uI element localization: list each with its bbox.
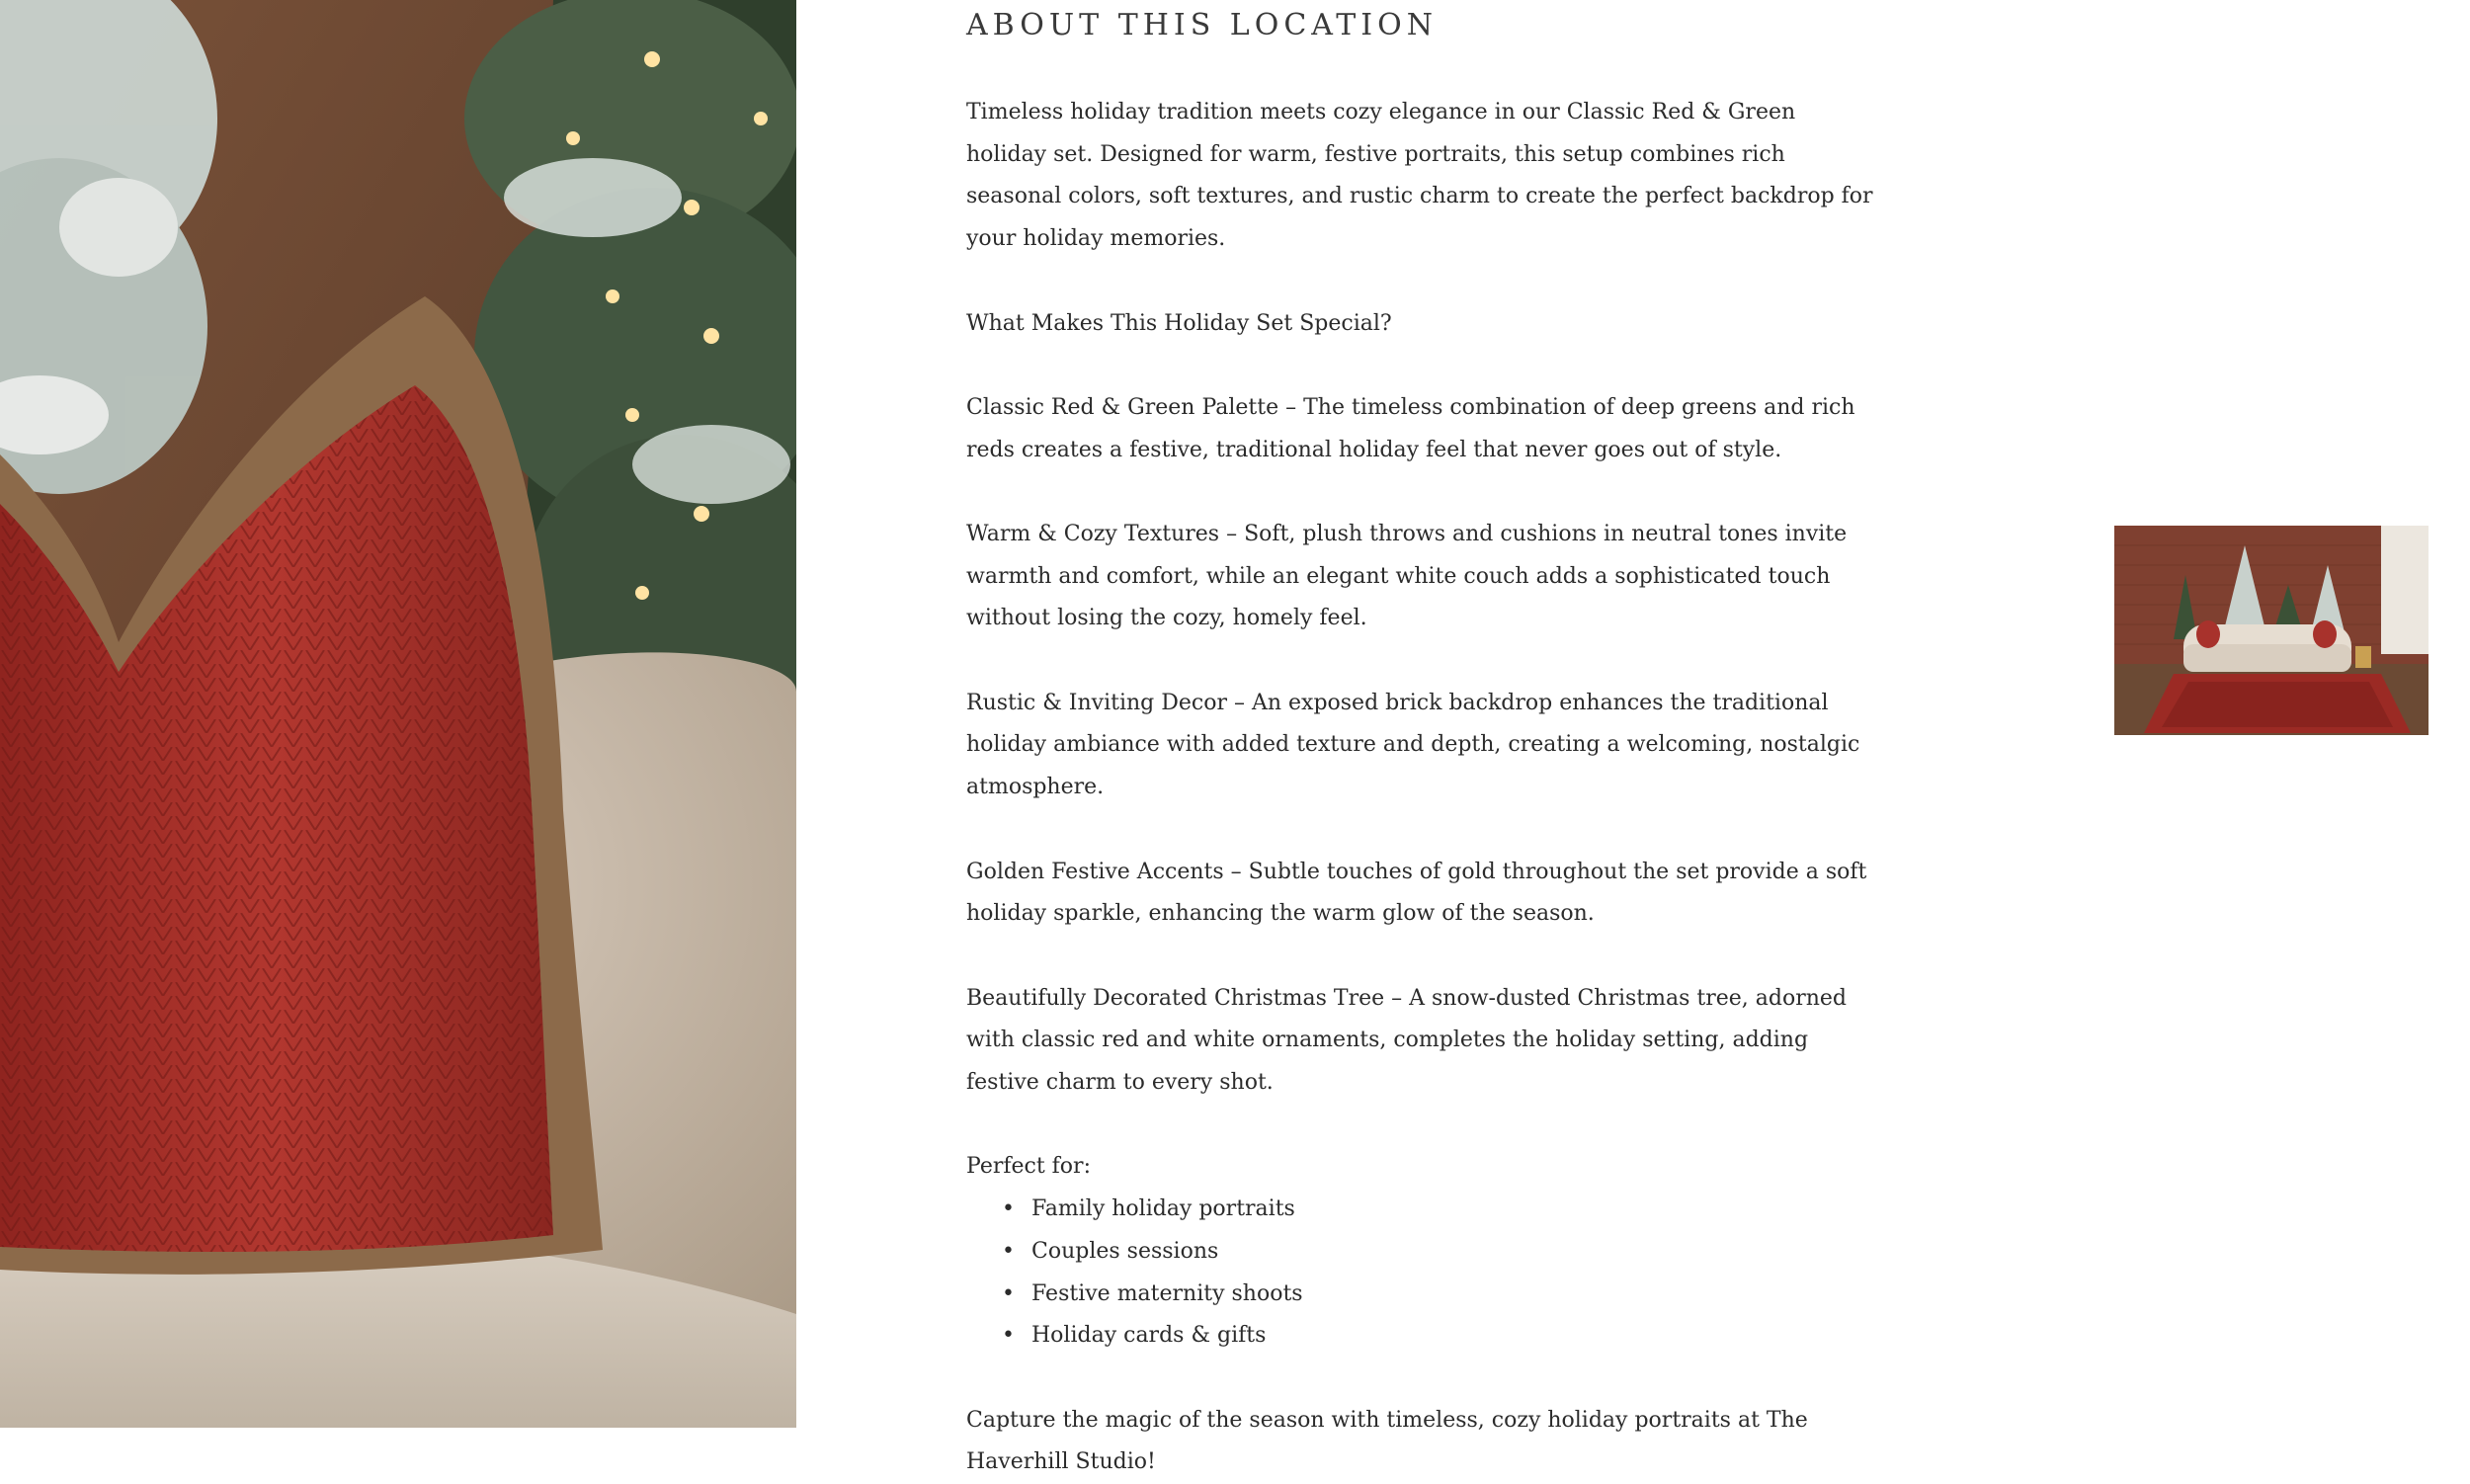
features-question: What Makes This Holiday Set Special? bbox=[966, 310, 1392, 336]
perfect-for-heading: Perfect for: bbox=[966, 1154, 1091, 1180]
closing-paragraph: Capture the magic of the season with timeless, cozy holiday portraits at The Haverhill Studio! bbox=[966, 1407, 1808, 1475]
list-item bbox=[1002, 1315, 1875, 1358]
list-item-label: Holiday cards & gifts bbox=[1031, 1323, 1267, 1349]
list-item-label: Couples sessions bbox=[1031, 1238, 1219, 1264]
bullet-icon: • bbox=[1002, 1323, 1015, 1349]
gallery-thumbnail[interactable] bbox=[2114, 526, 2429, 735]
feature-palette: Classic Red & Green Palette – The timeless combination of deep greens and rich reds creates a festive, traditional holiday feel that never goes out of style. bbox=[966, 394, 1855, 462]
bullet-icon: • bbox=[1002, 1238, 1015, 1264]
feature-textures: Warm & Cozy Textures – Soft, plush throws and cushions in neutral tones invite warmth and comfort, while an elegant white couch adds a sophisticated touch without losing the cozy, homely feel. bbox=[966, 521, 1848, 631]
feature-tree: Beautifully Decorated Christmas Tree – A snow-dusted Christmas tree, adorned with classic red and white ornaments, completes the holiday setting, adding festive charm to every shot. bbox=[966, 985, 1847, 1096]
list-item bbox=[1002, 1189, 1875, 1231]
intro-paragraph: Timeless holiday tradition meets cozy elegance in our Classic Red & Green holiday set. Designed for warm, festive portraits, this setup combines rich seasonal colors, soft textures, and rustic charm to create the perfect backdrop for your holiday memories. bbox=[966, 100, 1873, 252]
feature-decor: Rustic & Inviting Decor – An exposed brick backdrop enhances the traditional holiday ambiance with added texture and depth, creating a welcoming, nostalgic atmosphere. bbox=[966, 690, 1860, 800]
list-item-label: Festive maternity shoots bbox=[1031, 1280, 1303, 1306]
bullet-icon: • bbox=[1002, 1280, 1015, 1306]
feature-accents: Golden Festive Accents – Subtle touches of gold throughout the set provide a soft holiday sparkle, enhancing the warm glow of the season. bbox=[966, 859, 1867, 927]
location-description bbox=[966, 0, 1875, 1484]
list-item-label: Family holiday portraits bbox=[1031, 1196, 1295, 1222]
perfect-for-list bbox=[966, 1189, 1875, 1358]
list-item bbox=[1002, 1231, 1875, 1274]
section-title: ABOUT THIS LOCATION bbox=[966, 8, 1439, 42]
list-item bbox=[1002, 1274, 1875, 1316]
bullet-icon: • bbox=[1002, 1196, 1015, 1222]
hero-photo-pillow bbox=[0, 0, 796, 1428]
